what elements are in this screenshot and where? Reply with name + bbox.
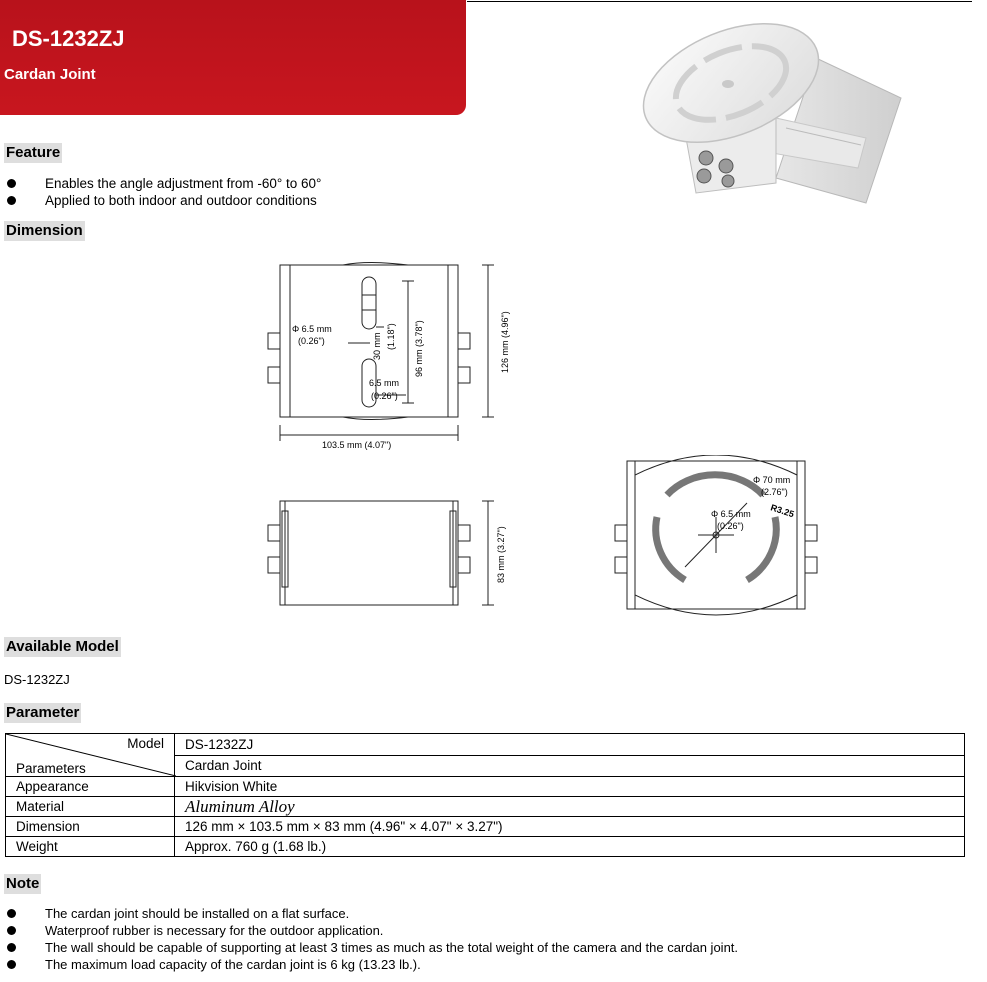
front-hole2: 6.5 mm [369,378,400,388]
row-label: Weight [6,837,175,857]
list-item-text: Applied to both indoor and outdoor conditions [45,193,317,208]
front-width: 103.5 mm (4.07") [322,440,392,450]
front-hole2-in: (0.26") [371,391,398,401]
top-hole: Φ 6.5 mm [711,509,751,519]
product-image [626,18,906,208]
table-row [6,797,965,817]
table-row [6,817,965,837]
front-hole-dia-in: (0.26") [298,336,325,346]
list-item [4,905,738,922]
model-value-cell: DS-1232ZJ [175,734,965,756]
bullet-icon [7,960,16,969]
parameters-header: Parameters [16,761,86,776]
bullet-icon [7,196,16,205]
feature-heading: Feature [6,144,61,161]
front-view-drawing [258,255,518,455]
list-item-text: The maximum load capacity of the cardan joint is 6 kg (13.23 lb.). [45,957,421,972]
note-heading: Note [6,875,40,892]
table-row [6,777,965,797]
bullet-icon [7,909,16,918]
bullet-icon [7,943,16,952]
top-view-drawing [605,455,830,617]
list-item-text: The wall should be capable of supporting at least 3 times as much as the total weight of the camera and the cardan joint. [45,940,739,955]
available-model-value: DS-1232ZJ [4,672,70,687]
table-row [6,837,965,857]
row-label: Appearance [6,777,175,797]
list-item [4,175,321,192]
header-rule [467,1,972,2]
available-model-heading: Available Model [6,638,119,655]
feature-list [4,175,321,209]
parameter-table [5,733,965,857]
table-header-diagonal [6,734,175,777]
row-label: Dimension [6,817,175,837]
side-depth: 83 mm (3.27") [496,526,506,583]
header-banner [0,0,466,115]
type-value-cell: Cardan Joint [175,755,965,777]
front-height: 126 mm (4.96") [500,311,510,373]
row-label: Material [6,797,175,817]
row-value: Hikvision White [175,777,965,797]
list-item [4,922,738,939]
dimension-heading: Dimension [6,222,83,239]
table-row [6,734,965,756]
row-value: Aluminum Alloy [175,797,965,817]
row-value: 126 mm × 103.5 mm × 83 mm (4.96" × 4.07" × 3.27") [175,817,965,837]
product-model-title: DS-1232ZJ [12,26,125,51]
list-item-text: Enables the angle adjustment from -60° to 60° [45,176,322,191]
row-value: Approx. 760 g (1.68 lb.) [175,837,965,857]
front-slot-in: (1.18") [386,323,396,350]
list-item [4,192,321,209]
list-item [4,939,738,956]
parameter-heading: Parameter [6,704,80,721]
list-item [4,956,738,973]
side-view-drawing [258,495,518,610]
front-hole-dia: Φ 6.5 mm [292,324,332,334]
top-circle-in: (2.76") [761,487,788,497]
bullet-icon [7,179,16,188]
model-header: Model [127,736,164,751]
top-radius: R3.25 [769,502,796,520]
list-item-text: Waterproof rubber is necessary for the outdoor application. [45,923,384,938]
list-item-text: The cardan joint should be installed on a flat surface. [45,906,350,921]
product-subtitle: Cardan Joint [4,66,96,83]
bullet-icon [7,926,16,935]
top-hole-in: (0.26") [717,521,744,531]
front-height-inner: 96 mm (3.78") [414,320,424,377]
top-circle: Φ 70 mm [753,475,791,485]
note-list [4,905,738,973]
front-slot: 30 mm [372,332,382,360]
